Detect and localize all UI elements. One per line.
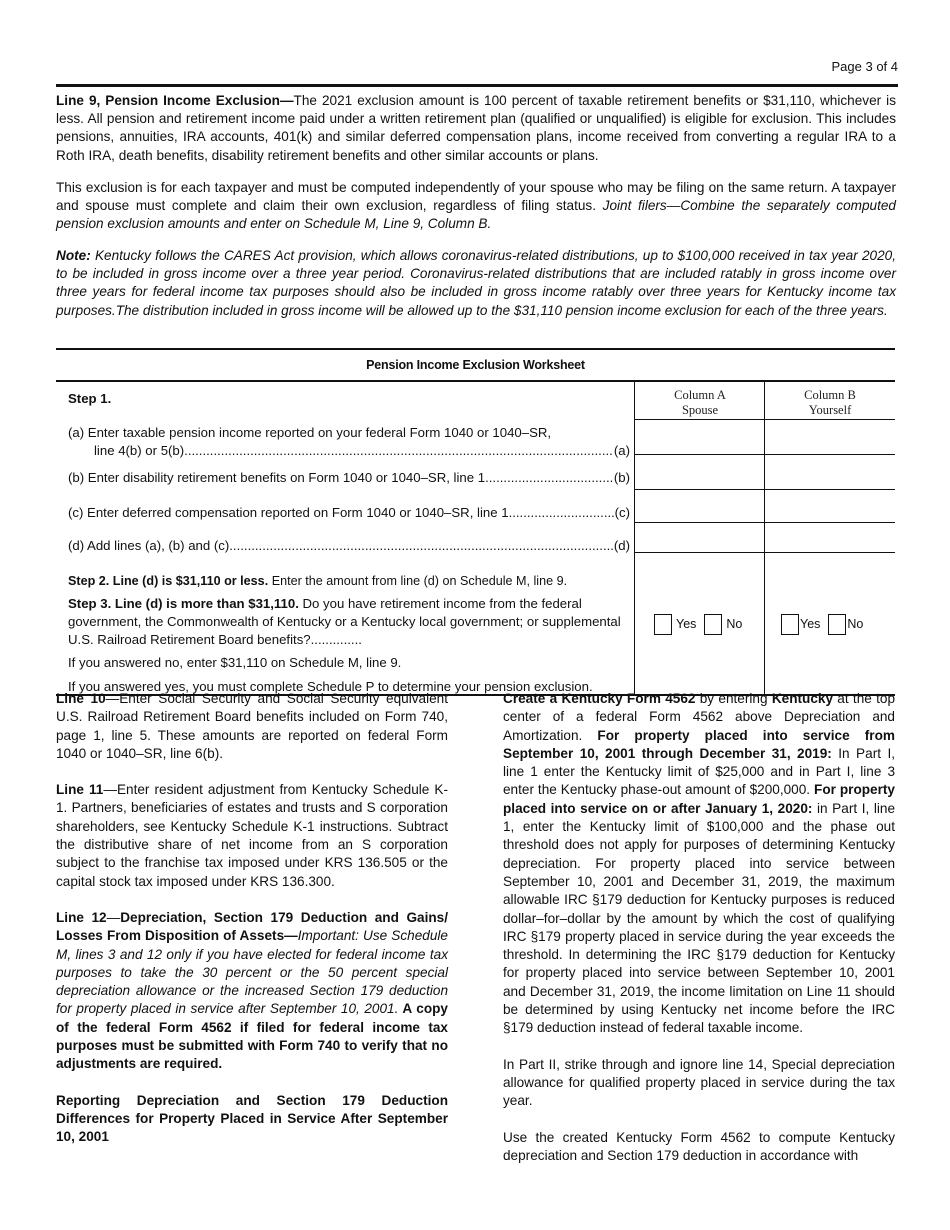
line10-para — [56, 690, 448, 763]
line12-para — [56, 909, 448, 1074]
text-segment: Line 10 — [56, 691, 106, 706]
line-a-text2: line 4(b) or 5(b) — [94, 443, 185, 459]
left-column — [56, 690, 448, 1165]
text-segment: —Enter resident adjustment from Kentucky Schedule K-1. Partners, beneficiaries of estates and trusts and S corporation shareholders, see Kentucky Schedule K-1 instructions. Subtract the distributive share of net income from an S corporation subject to the franchise tax imposed under KRS 136.505 or the capital stock tax imposed under KRS 136.300. — [56, 782, 449, 889]
pension-worksheet — [56, 348, 895, 696]
part2-para — [503, 1056, 895, 1111]
step2 — [68, 572, 630, 590]
text-segment: —Enter Social Security and Social Security equivalent U.S. Railroad Retirement Board benefits included on Form 740, page 1, line 5. These amounts are reported on federal Form 1040 or 1040–SR, line 6(b). — [56, 691, 448, 761]
line11-para — [56, 781, 448, 891]
line-d — [68, 537, 630, 555]
column-a-header: Column A Spouse — [674, 388, 726, 417]
line-b-tag: (b) — [613, 470, 630, 485]
line-d-text: (d) Add lines (a), (b) and (c) — [68, 538, 230, 553]
text-segment: Create a Kentucky Form 4562 — [503, 691, 696, 706]
col-a-yes-checkbox[interactable] — [654, 614, 672, 635]
intro-note — [56, 247, 896, 320]
answer-yes-text: If you answered yes, you must complete Schedule P to determine your pension exclusion. — [68, 679, 593, 694]
col-b-yes-no — [781, 614, 863, 635]
col-a-input-d[interactable] — [636, 524, 763, 551]
intro-line9 — [56, 92, 896, 165]
text-segment: Important: Use Schedule M, lines 3 and 12 only if you have elected for federal income tax purposes to take the 30 percent or the 50 percent special depreciation allowance or the increased Section 179 deduction for property placed in service after September 10, 2001. — [56, 928, 448, 1017]
answer-no-text: If you answered no, enter $31,110 on Schedule M, line 9. — [68, 655, 402, 670]
text-segment: Reporting Depreciation and Section 179 Deduction Differences for Property Placed in Service After September 10, 2001 — [56, 1092, 448, 1145]
text-segment: Line 9, Pension Income Exclusion— — [56, 93, 294, 108]
col-b-input-a[interactable] — [766, 421, 894, 453]
col-b-yes-checkbox[interactable] — [781, 614, 799, 635]
use-form-para — [503, 1129, 895, 1166]
text-segment: For property placed into service from September 10, 2001 through December 31, 2019: — [503, 727, 895, 761]
step3-text: Do you have retirement income from the federal government, the Commonwealth of Kentucky or a Kentucky local government; or supplemental U.S. Railroad Retirement Board benefits?.............. — [68, 596, 621, 648]
col-a-no-checkbox[interactable] — [704, 614, 722, 635]
text-segment: The 2021 exclusion amount is 100 percent of taxable retirement benefits or $31,110, whichever is less. All pension and retirement income paid under a written retirement plan (qualified or unqualified) is eligible for exclusion. This includes pensions, annuities, IRA accounts, 401(k) and similar deferred compensation plans, income received from converting a regular IRA to a Roth IRA, death benefits, disability retirement benefits and other similar accounts or plans. — [56, 93, 896, 163]
yes-label: Yes — [800, 617, 821, 632]
text-segment: Kentucky — [771, 691, 834, 706]
line-d-tag: (d) — [613, 538, 630, 553]
text-segment: In Part I, line 1 enter the Kentucky limit of $25,000 and in Part I, line 3 enter the Kentucky phase-out amount of $200,000. — [503, 745, 895, 798]
text-segment: in Part I, line 1, enter the Kentucky limit of $100,000 and the phase out threshold does not apply for purposes of determining Kentucky depreciation. For property placed into service between September 10, 2001 and December 31, 2019, the maximum allowable IRC §179 deduction for Kentucky purposes is reduced dollar–for–dollar by the amount by which the cost of qualifying IRC §179 property placed in service during the year exceeds the threshold. In determining the IRC §179 deduction for Kentucky for property placed into service between September 10, 2001 and December 31, 2019, the income limitation on Line 11 should be determined by using Kentucky net income before the IRC §179 deduction instead of federal taxable income. — [503, 800, 895, 1036]
text-segment: Use the created Kentucky Form 4562 to compute Kentucky depreciation and Section 179 deduction in accordance with — [503, 1129, 895, 1163]
no-label: No — [847, 617, 864, 632]
line-a-text: (a) Enter taxable pension income reported on your federal Form 1040 or 1040–SR, — [68, 425, 552, 440]
step3-label: Step 3. Line (d) is more than $31,110. — [68, 596, 299, 611]
col-b-no-checkbox[interactable] — [828, 614, 846, 635]
form4562-para — [503, 690, 895, 1038]
col-b-input-d[interactable] — [766, 524, 894, 551]
right-column — [503, 690, 895, 1183]
reporting-heading — [56, 1092, 448, 1147]
text-segment: — — [106, 909, 121, 925]
step3 — [68, 595, 630, 650]
col-b-input-b[interactable] — [766, 456, 894, 488]
step2-text: Enter the amount from line (d) on Schedule M, line 9. — [268, 574, 568, 588]
line-a — [68, 424, 630, 460]
text-segment: Line 12 — [56, 909, 107, 925]
line-c-tag: (c) — [614, 505, 630, 520]
text-segment: Line 11 — [56, 782, 104, 798]
worksheet-title: Pension Income Exclusion Worksheet — [56, 350, 895, 382]
col-a-yes-no — [654, 614, 742, 635]
text-segment: at the top center of a federal Form 4562 above Depreciation and Amortization. — [503, 691, 896, 743]
col-a-input-a[interactable] — [636, 421, 763, 453]
col-b-input-c[interactable] — [766, 491, 894, 521]
text-segment: For property placed into service on or after January 1, 2020: — [503, 782, 895, 816]
text-segment: A copy of the federal Form 4562 if filed for federal income tax purposes must be submitted with Form 740 to verify that no adjustments are required. — [56, 1001, 448, 1072]
text-segment: Depreciation, Section 179 Deduction and Gains/ Losses From Disposition of Assets— — [56, 909, 449, 944]
step1-label: Step 1. — [68, 391, 112, 406]
line-c-text: (c) Enter deferred compensation reported on Form 1040 or 1040–SR, line 1 — [68, 505, 509, 520]
intro-exclusion — [56, 179, 896, 234]
col-a-input-c[interactable] — [636, 491, 763, 521]
line-a-tag: (a) — [613, 443, 630, 459]
top-rule — [56, 84, 898, 87]
line-c — [68, 504, 630, 522]
step2-label: Step 2. Line (d) is $31,110 or less. — [68, 574, 269, 588]
no-label: No — [726, 617, 743, 632]
line-b — [68, 469, 630, 487]
column-b-header: Column B Yourself — [804, 388, 856, 417]
text-segment: by entering — [695, 691, 772, 706]
text-segment: Joint filers—Combine the separately computed pension exclusion amounts and enter on Schedule M, Line 9, Column B. — [56, 198, 896, 232]
col-a-input-b[interactable] — [636, 456, 763, 488]
text-segment: Note: — [56, 248, 91, 263]
text-segment: Kentucky follows the CARES Act provision, which allows coronavirus-related distributions, up to $100,000 received in tax year 2020, to be included in gross income over a three year period. Coronavirus-related distributions that are included ratably in gross income over three years for federal income tax purposes should also be included in gross income ratably over three years for Kentucky income tax purposes.The distribution included in gross income will be allowed up to the $31,110 pension income exclusion for each of the three years. — [56, 248, 896, 318]
yes-label: Yes — [676, 617, 697, 632]
text-segment: In Part II, strike through and ignore line 14, Special depreciation allowance for qualified property placed in service during the tax year. — [503, 1056, 895, 1109]
text-segment: This exclusion is for each taxpayer and must be computed independently of your spouse who may be filing on the same return. A taxpayer and spouse must complete and claim their own exclusion, regardless of filing status. — [56, 180, 896, 214]
line-b-text: (b) Enter disability retirement benefits on Form 1040 or 1040–SR, line 1 — [68, 470, 486, 485]
page-number: Page 3 of 4 — [831, 59, 898, 74]
